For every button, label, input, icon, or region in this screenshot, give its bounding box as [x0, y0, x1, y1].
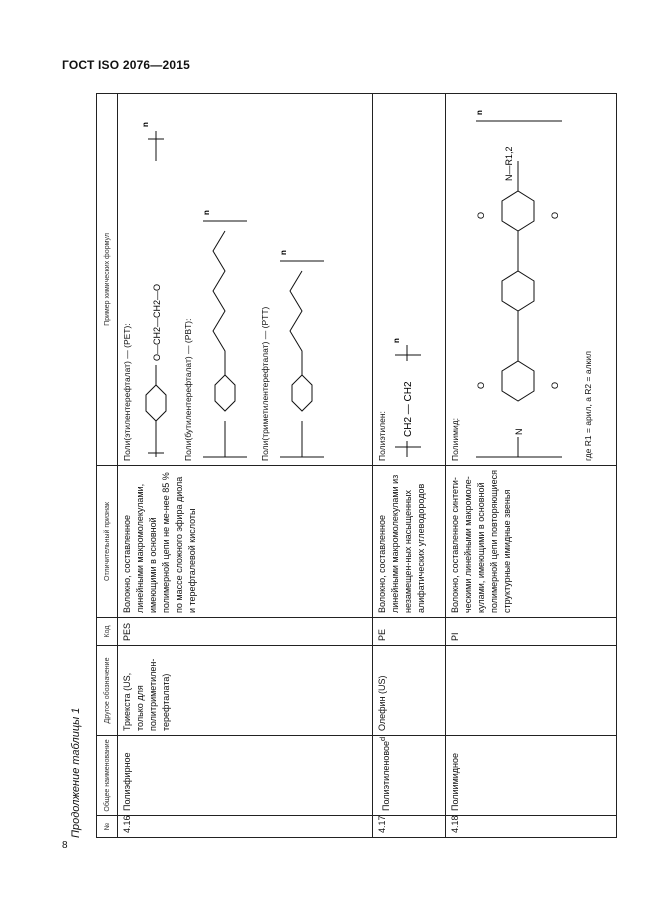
pe-structure	[389, 261, 425, 461]
pi-n-left: N	[514, 428, 524, 435]
ptt-n-label: n	[279, 250, 288, 255]
row-other	[446, 646, 617, 736]
row-code: PES	[118, 618, 373, 646]
col-header-formulas: Пример химических формул	[97, 94, 118, 466]
row-code: PE	[373, 618, 446, 646]
table-continuation-caption: Продолжение таблицы 1	[70, 707, 82, 838]
row-feature: Волокно, составленное синтети-ческими линейными макромоле-кулами, имеющими в основной полимерной цепи повторяющиеся структурные имидные звенья	[446, 466, 617, 618]
col-header-name: Общее наименование	[97, 736, 118, 816]
row-feature: Волокно, составленное линейными макромолекулами, имеющими в основной полимерной цепи не ме-нее 85 % по массе сложного эфира диола и терефталевой кислоты	[118, 466, 373, 618]
pet-structure	[134, 101, 178, 461]
pi-o-2: O	[550, 381, 560, 389]
col-header-num: №	[97, 816, 118, 838]
row-name	[373, 736, 446, 816]
col-header-code: Код	[97, 618, 118, 646]
row-name: Полиэфирное	[118, 736, 373, 816]
row-formulas	[373, 94, 446, 466]
row-other: Триекста (US, только для политриметилен-терефталата)	[118, 646, 373, 736]
page-number: 8	[62, 840, 68, 851]
pe-n-label: n	[392, 338, 401, 343]
row-formulas	[446, 94, 617, 466]
row-name-footnote: d	[378, 736, 387, 741]
row-name-text: Полиэтиленовое	[381, 740, 391, 811]
pi-note: где R1 = арил, а R2 = алкил	[583, 351, 593, 461]
table-header-row	[97, 94, 118, 838]
pi-o-3: O	[476, 211, 486, 219]
table-row	[118, 94, 373, 838]
formula-caption-pet: Поли(этилентерефталат) — (PET):	[122, 323, 132, 461]
formula-caption-pe: Полиэтилен:	[377, 411, 387, 461]
document-header: ГОСТ ISO 2076—2015	[62, 58, 191, 72]
col-header-other: Другое обозначение	[97, 646, 118, 736]
formula-caption-pi: Полиимид:	[450, 417, 460, 461]
table-row	[446, 94, 617, 838]
col-header-feature: Отличительный признак	[97, 466, 118, 618]
ptt-structure	[272, 101, 332, 461]
row-other: Олефин (US)	[373, 646, 446, 736]
pi-o-4: O	[550, 211, 560, 219]
pi-n-label: n	[475, 110, 484, 115]
pi-structure	[462, 101, 578, 461]
pbt-structure	[195, 101, 255, 461]
row-name: Полиимидное	[446, 736, 617, 816]
pet-n-label: n	[141, 122, 150, 127]
row-num: 4.17	[373, 816, 446, 838]
pi-r12-text: N—R1,2	[504, 146, 514, 181]
row-code: PI	[446, 618, 617, 646]
row-feature: Волокно, составленное линейными макромолекулами из незамещен-ных насыщенных алифатических углеводородов	[373, 466, 446, 618]
pi-o-1: O	[476, 381, 486, 389]
formula-caption-ptt: Поли(триметилентерефталат) — (PTT)	[260, 306, 270, 461]
row-formulas	[118, 94, 373, 466]
pe-unit-text: CH2 — CH2	[403, 381, 414, 437]
row-num: 4.18	[446, 816, 617, 838]
formula-caption-pbt: Поли(бутилентерефталат) — (PBT):	[183, 318, 193, 461]
row-num: 4.16	[118, 816, 373, 838]
pbt-n-label: n	[202, 210, 211, 215]
pet-chain-text: O—CH2—CH2—O	[152, 283, 162, 361]
rotated-table-area	[70, 92, 602, 862]
fiber-table	[96, 93, 617, 838]
table-row	[373, 94, 446, 838]
